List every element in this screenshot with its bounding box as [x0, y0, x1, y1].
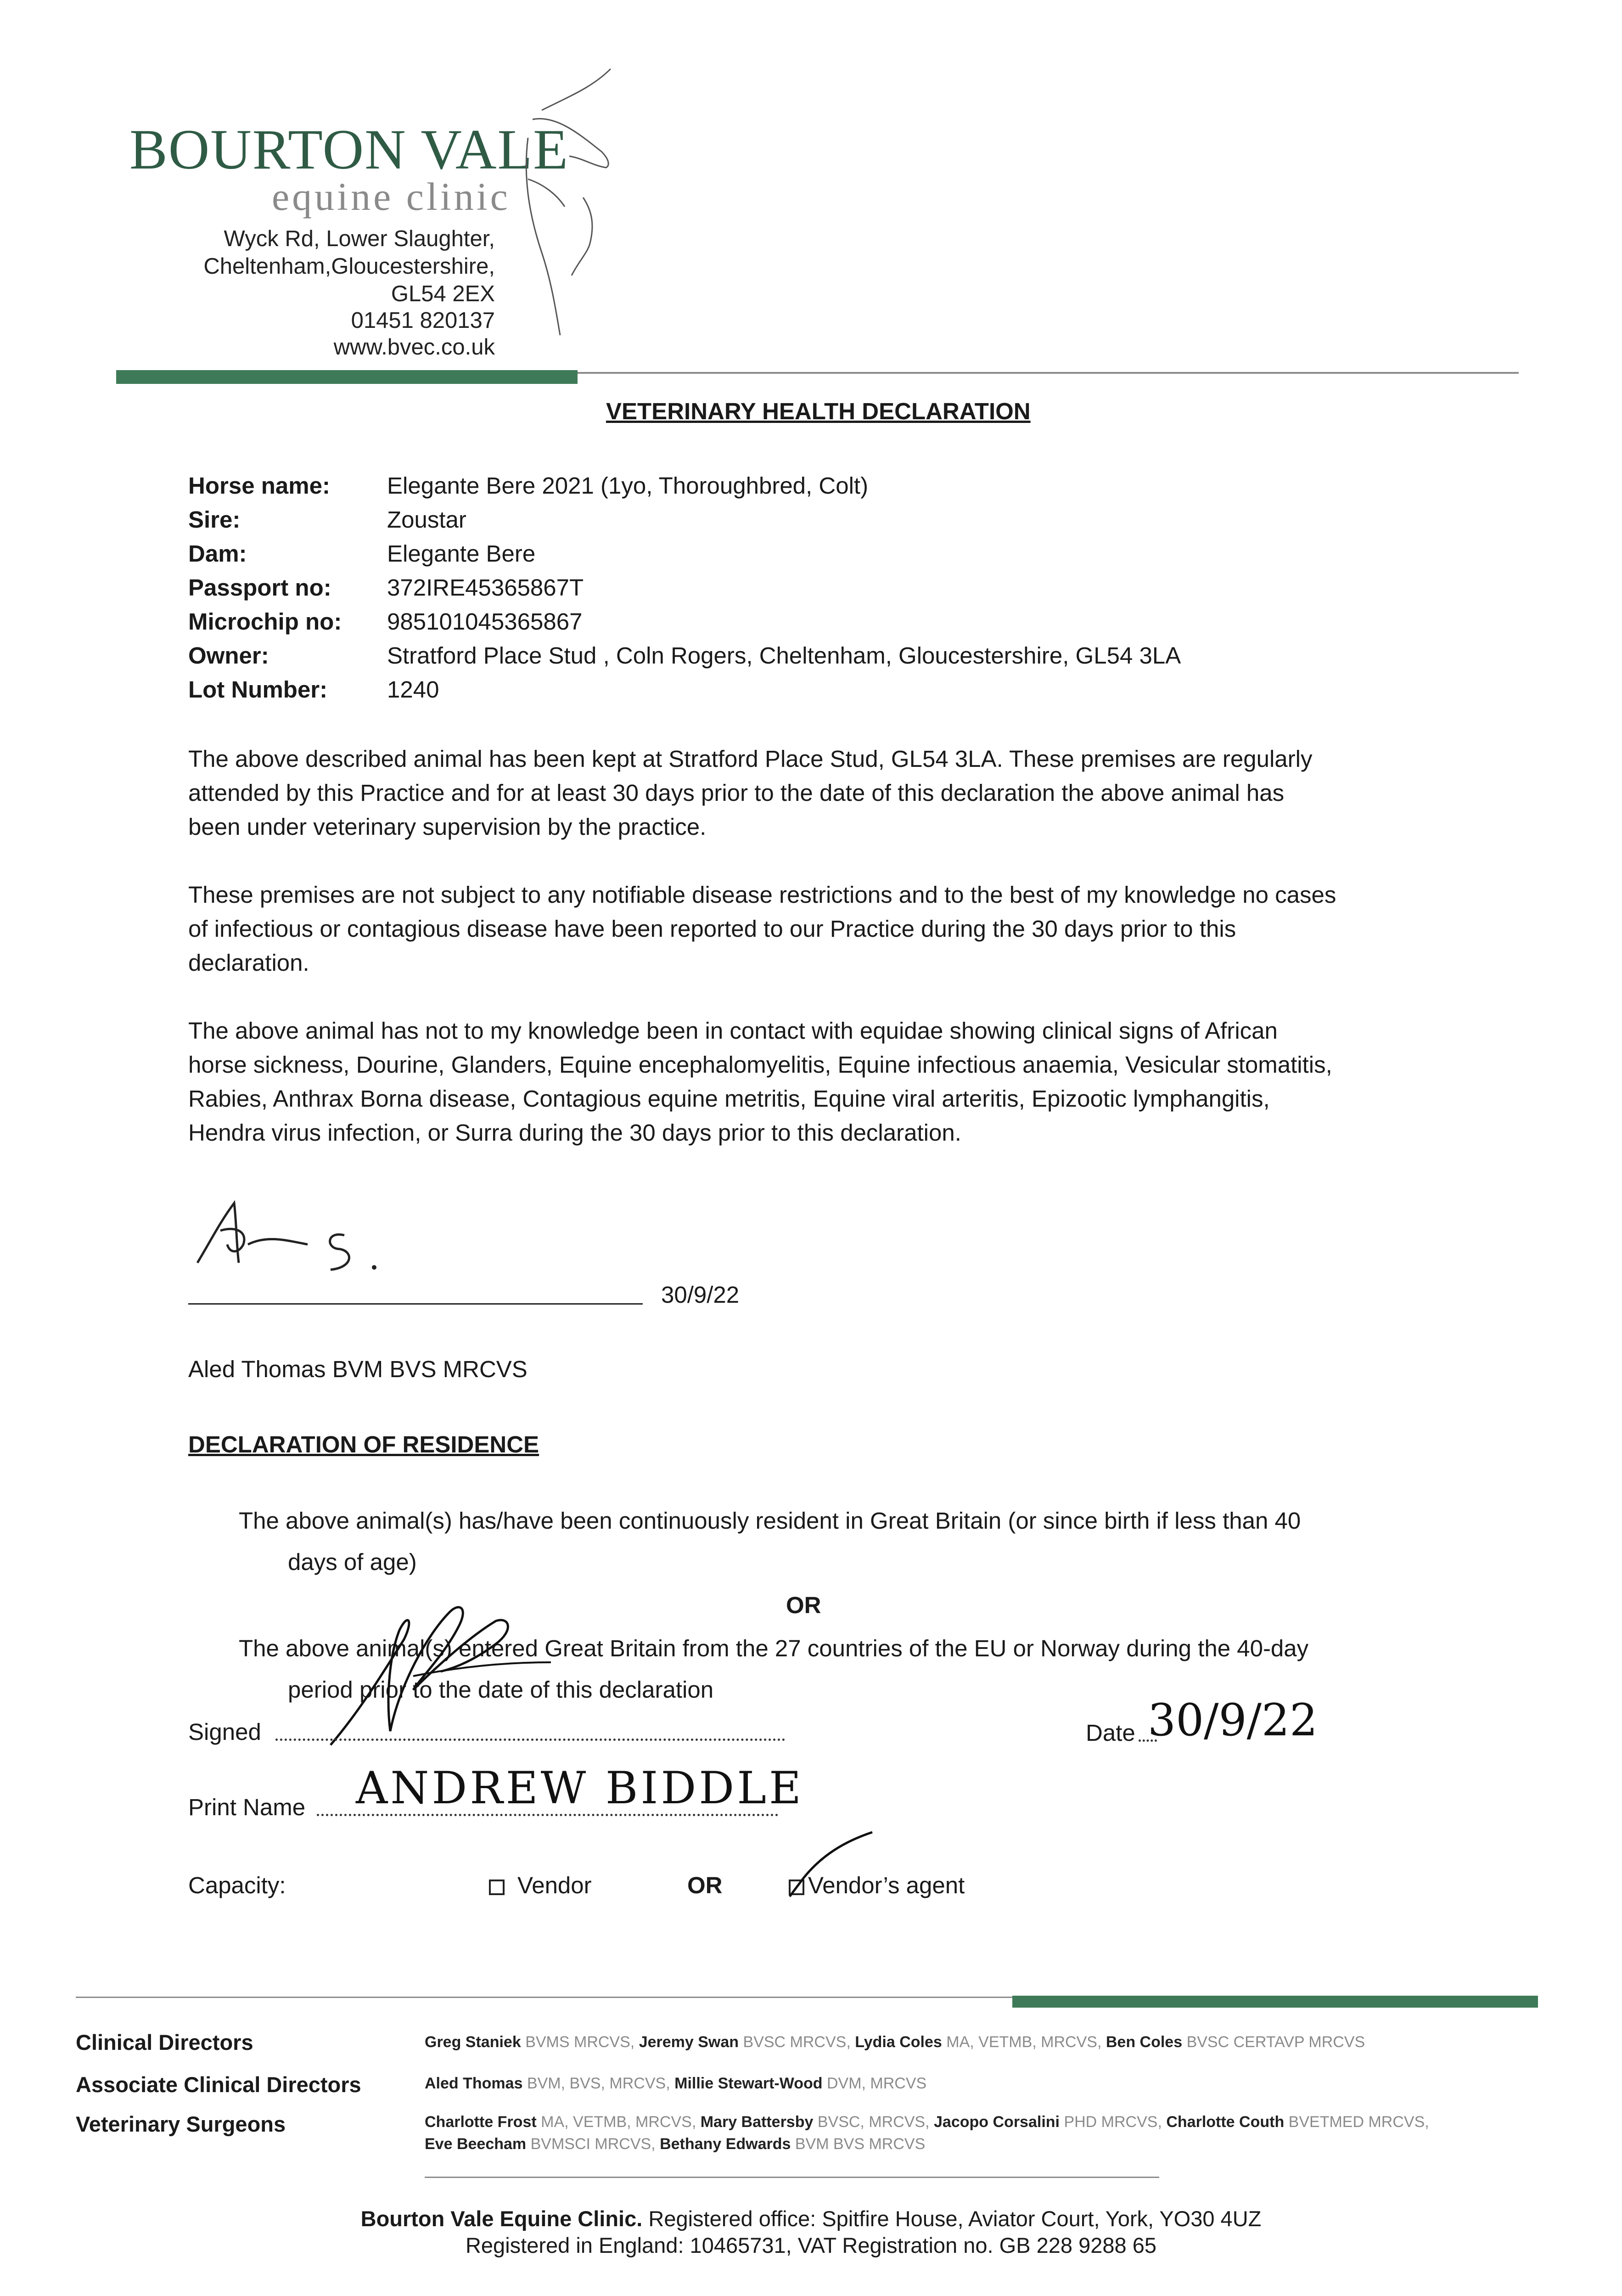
residence-or: OR: [786, 1592, 821, 1618]
residence-option-1-cont: days of age): [288, 1549, 417, 1575]
detail-value: 985101045365867: [387, 608, 583, 635]
capacity-or: OR: [687, 1872, 723, 1898]
residence-option-2-cont: period prior to the date of this declaration: [288, 1677, 714, 1703]
phone-number: 01451 820137: [351, 308, 495, 333]
header-rule: [578, 372, 1519, 374]
vet-signature: [193, 1194, 390, 1272]
footer-role-title: Clinical Directors: [76, 2030, 253, 2054]
footer-role-title: Veterinary Surgeons: [76, 2112, 286, 2136]
residence-date-handwritten: 30/9/22: [1148, 1694, 1318, 1746]
website: www.bvec.co.uk: [333, 335, 495, 360]
registration-numbers: Registered in England: 10465731, VAT Registration no. GB 228 9288 65: [465, 2233, 1157, 2257]
footer-role-title: Associate Clinical Directors: [76, 2072, 361, 2097]
detail-label: Passport no:: [188, 574, 331, 601]
footer-rule: [76, 1997, 1012, 1998]
footer-names: Greg Staniek BVMS MRCVS, Jeremy Swan BVSC MRCVS, Lydia Coles MA, VETMB, MRCVS, Ben Coles BVSC CERTAVP MRCVS: [425, 2033, 1365, 2051]
date-label: Date: [1086, 1720, 1135, 1746]
print-name-label: Print Name: [188, 1794, 306, 1820]
header-green-bar: [116, 370, 578, 384]
residence-heading: DECLARATION OF RESIDENCE: [188, 1431, 539, 1458]
clinic-name: BOURTON VALE: [129, 118, 569, 181]
detail-label: Sire:: [188, 506, 241, 533]
declaration-paragraph: These premises are not subject to any notifiable disease restrictions and to the best of my knowledge no cases of infectious or contagious disease have been reported to our Practice during the 30 days prior to this declaration.: [188, 882, 1336, 976]
vendor-label: Vendor: [517, 1872, 592, 1898]
vendor-option[interactable]: [489, 1872, 592, 1899]
footer-names: Eve Beecham BVMSCI MRCVS, Bethany Edwards BVM BVS MRCVS: [425, 2135, 926, 2153]
checkmark-icon: [785, 1828, 877, 1901]
footer-separator: [425, 2177, 1159, 2178]
horse-logo-icon: [514, 60, 620, 344]
vet-name: Aled Thomas BVM BVS MRCVS: [188, 1356, 528, 1382]
address-line: Cheltenham,Gloucestershire,: [203, 254, 495, 279]
footer-names: Charlotte Frost MA, VETMB, MRCVS, Mary Battersby BVSC, MRCVS, Jacopo Corsalini PHD MRCVS, Charlotte Couth BVETMED MRCVS,: [425, 2113, 1429, 2131]
address-line: GL54 2EX: [391, 281, 495, 306]
detail-value: 1240: [387, 676, 439, 703]
detail-value: Zoustar: [387, 506, 466, 533]
residence-option-2: The above animal(s) entered Great Britain from the 27 countries of the EU or Norway during the 40-day: [239, 1635, 1309, 1661]
vet-signature-date: 30/9/22: [661, 1282, 740, 1308]
capacity-label: Capacity:: [188, 1872, 286, 1898]
declaration-paragraph: The above described animal has been kept at Stratford Place Stud, GL54 3LA. These premises are regularly attended by this Practice and for at least 30 days prior to the date of this declaration the above animal has been under veterinary supervision by the practice.: [188, 746, 1313, 840]
signed-dotted-line: [275, 1739, 785, 1741]
declaration-paragraph: The above animal has not to my knowledge been in contact with equidae showing clinical signs of African horse sickness, Dourine, Glanders, Equine encephalomyelitis, Equine infectious anaemia, Vesicular stomatitis, Rabies, Anthrax Borna disease, Contagious equine metritis, Equine viral arteritis, Epizootic lymphangitis, Hendra virus infection, or Surra during the 30 days prior to this declaration.: [188, 1018, 1332, 1146]
detail-label: Lot Number:: [188, 676, 328, 703]
detail-value: Stratford Place Stud , Coln Rogers, Cheltenham, Gloucestershire, GL54 3LA: [387, 642, 1181, 669]
detail-value: 372IRE45365867T: [387, 574, 584, 601]
signature-line: [188, 1303, 643, 1305]
detail-label: Owner:: [188, 642, 269, 669]
footer-green-bar: [1012, 1996, 1538, 2008]
detail-label: Dam:: [188, 540, 247, 567]
vendor-signature: [321, 1593, 578, 1750]
registered-office: Bourton Vale Equine Clinic. Registered office: Spitfire House, Aviator Court, York, YO30 4UZ: [360, 2206, 1262, 2231]
detail-label: Microchip no:: [188, 608, 342, 635]
detail-value: Elegante Bere 2021 (1yo, Thoroughbred, Colt): [387, 473, 869, 499]
footer-names: Aled Thomas BVM, BVS, MRCVS, Millie Stewart-Wood DVM, MRCVS: [425, 2075, 927, 2092]
document-title: VETERINARY HEALTH DECLARATION: [606, 398, 1031, 424]
vendor-checkbox[interactable]: [489, 1880, 505, 1895]
vendor-agent-label: Vendor’s agent: [808, 1872, 965, 1898]
address-line: Wyck Rd, Lower Slaughter,: [224, 226, 495, 251]
signed-label: Signed: [188, 1719, 261, 1745]
print-name-dotted-line: [317, 1814, 778, 1816]
print-name-handwritten: ANDREW BIDDLE: [356, 1762, 804, 1814]
detail-label: Horse name:: [188, 473, 330, 499]
clinic-subtitle: equine clinic: [272, 174, 511, 219]
residence-option-1: The above animal(s) has/have been continuously resident in Great Britain (or since birth if less than 40: [239, 1508, 1301, 1534]
detail-value: Elegante Bere: [387, 540, 536, 567]
